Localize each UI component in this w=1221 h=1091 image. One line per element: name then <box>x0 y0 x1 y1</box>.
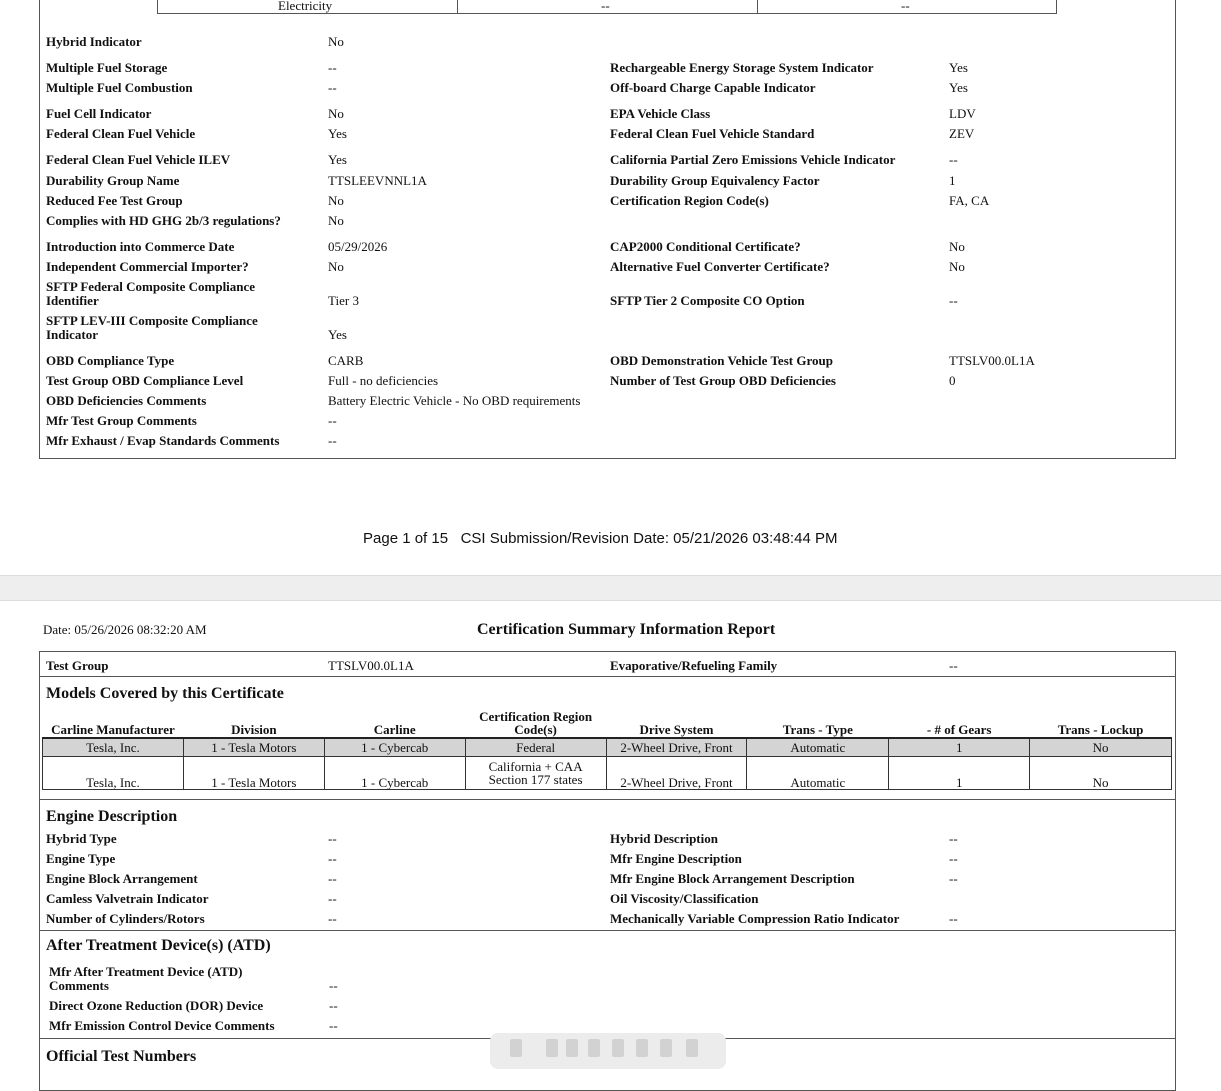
table-cell: 2-Wheel Drive, Front <box>606 738 747 756</box>
label-durability-equivalency: Durability Group Equivalency Factor <box>610 173 820 188</box>
models-section-title: Models Covered by this Certificate <box>46 685 284 702</box>
value-sftp-lev3: Yes <box>328 327 347 342</box>
fuel-table-cell-1: Electricity <box>278 0 333 13</box>
table-cell: Tesla, Inc. <box>43 738 184 756</box>
label-multiple-fuel-storage: Multiple Fuel Storage <box>46 60 168 75</box>
label-ress-indicator: Rechargeable Energy Storage System Indicator <box>610 60 874 75</box>
value-hybrid-description: -- <box>949 831 958 846</box>
label-certification-region: Certification Region Code(s) <box>610 193 769 208</box>
label-sftp-lev3-line2: Indicator <box>46 327 98 342</box>
value-engine-type: -- <box>328 851 337 866</box>
value-mfr-engine-description: -- <box>949 851 958 866</box>
table-cell: Automatic <box>747 756 889 789</box>
models-table <box>42 707 1172 790</box>
fuel-table-cell-3: -- <box>901 0 910 13</box>
value-variable-compression: -- <box>949 911 958 926</box>
value-hybrid-indicator: No <box>328 34 344 49</box>
table-cell: 1 - Tesla Motors <box>183 756 324 789</box>
label-camless-valvetrain: Camless Valvetrain Indicator <box>46 891 209 906</box>
engine-section-title: Engine Description <box>46 808 178 825</box>
blurred-watermark <box>490 1033 726 1069</box>
label-obd-demo-vehicle: OBD Demonstration Vehicle Test Group <box>610 353 833 368</box>
label-dor-device: Direct Ozone Reduction (DOR) Device <box>49 998 264 1013</box>
table-cell: Federal <box>465 738 606 756</box>
label-cap2000: CAP2000 Conditional Certificate? <box>610 239 801 254</box>
label-alt-fuel-converter: Alternative Fuel Converter Certificate? <box>610 259 830 274</box>
value-emission-control-comments: -- <box>329 1018 338 1033</box>
models-header-manufacturer: Carline Manufacturer <box>43 707 184 738</box>
value-mfr-atd-comments: -- <box>329 978 338 993</box>
value-sftp-tier2-co: -- <box>949 293 958 308</box>
value-test-group: TTSLV00.0L1A <box>328 658 414 673</box>
label-sftp-tier2-co: SFTP Tier 2 Composite CO Option <box>610 293 805 308</box>
value-mfr-engine-block: -- <box>949 871 958 886</box>
label-epa-vehicle-class: EPA Vehicle Class <box>610 106 711 121</box>
table-cell: 1 <box>889 756 1030 789</box>
table-cell: No <box>1030 738 1172 756</box>
models-header-drive: Drive System <box>606 707 747 738</box>
label-sftp-lev3: SFTP LEV-III Composite Compliance <box>46 313 258 328</box>
page-footer: Page 1 of 15 CSI Submission/Revision Date: 05/21/2026 03:48:44 PM <box>363 530 838 547</box>
value-obd-deficiencies-count: 0 <box>949 373 956 388</box>
label-cylinders: Number of Cylinders/Rotors <box>46 911 205 926</box>
value-sftp-federal: Tier 3 <box>328 293 359 308</box>
divider <box>39 930 1176 931</box>
table-cell: No <box>1030 756 1172 789</box>
table-cell: California + CAA Section 177 states <box>465 756 606 789</box>
label-mfr-atd-comments: Mfr After Treatment Device (ATD) <box>49 964 243 979</box>
value-federal-clean-fuel-vehicle: Yes <box>328 126 347 141</box>
divider <box>39 799 1176 800</box>
page-separator <box>0 575 1221 601</box>
label-hybrid-type: Hybrid Type <box>46 831 117 846</box>
value-reduced-fee-test-group: No <box>328 193 344 208</box>
page-2 <box>0 601 1221 1080</box>
table-cell: 1 - Cybercab <box>324 738 465 756</box>
label-sftp-federal: SFTP Federal Composite Compliance <box>46 279 256 294</box>
label-sftp-federal-line2: Identifier <box>46 293 99 308</box>
value-ca-partial-zev: -- <box>949 152 958 167</box>
value-federal-clean-fuel-standard: ZEV <box>949 126 975 141</box>
value-mfr-test-group-comments: -- <box>328 413 337 428</box>
label-intro-commerce-date: Introduction into Commerce Date <box>46 239 235 254</box>
value-epa-vehicle-class: LDV <box>949 106 976 121</box>
models-header-carline: Carline <box>324 707 465 738</box>
value-ress-indicator: Yes <box>949 60 968 75</box>
label-obd-deficiencies-comments: OBD Deficiencies Comments <box>46 393 207 408</box>
official-test-numbers-title: Official Test Numbers <box>46 1048 197 1065</box>
label-test-group: Test Group <box>46 658 109 673</box>
label-emission-control-comments: Mfr Emission Control Device Comments <box>49 1018 275 1033</box>
value-multiple-fuel-combustion: -- <box>328 80 337 95</box>
value-multiple-fuel-storage: -- <box>328 60 337 75</box>
report-date: Date: 05/26/2026 08:32:20 AM <box>43 622 207 637</box>
value-obd-compliance-level: Full - no deficiencies <box>328 373 439 388</box>
label-durability-group-name: Durability Group Name <box>46 173 180 188</box>
value-hybrid-type: -- <box>328 831 337 846</box>
label-hybrid-description: Hybrid Description <box>610 831 718 846</box>
table-cell: Tesla, Inc. <box>43 756 184 789</box>
value-mfr-exhaust-evap: -- <box>328 433 337 448</box>
value-certification-region: FA, CA <box>949 193 990 208</box>
models-header-gears: - # of Gears <box>889 707 1030 738</box>
label-mfr-exhaust-evap: Mfr Exhaust / Evap Standards Comments <box>46 433 280 448</box>
value-alt-fuel-converter: No <box>949 259 965 274</box>
table-cell: 1 <box>889 738 1030 756</box>
label-independent-importer: Independent Commercial Importer? <box>46 259 249 274</box>
label-multiple-fuel-combustion: Multiple Fuel Combustion <box>46 80 193 95</box>
label-variable-compression: Mechanically Variable Compression Ratio Indicator <box>610 911 900 926</box>
table-cell: 2-Wheel Drive, Front <box>606 756 747 789</box>
models-header-lockup: Trans - Lockup <box>1030 707 1172 738</box>
label-hybrid-indicator: Hybrid Indicator <box>46 34 142 49</box>
table-cell: 1 - Cybercab <box>324 756 465 789</box>
label-engine-block: Engine Block Arrangement <box>46 871 198 886</box>
label-ca-partial-zev: California Partial Zero Emissions Vehicle Indicator <box>610 152 896 167</box>
atd-section-title: After Treatment Device(s) (ATD) <box>46 937 271 954</box>
label-offboard-charge: Off-board Charge Capable Indicator <box>610 80 816 95</box>
label-evap-family: Evaporative/Refueling Family <box>610 658 778 673</box>
label-federal-clean-fuel-ilev: Federal Clean Fuel Vehicle ILEV <box>46 152 231 167</box>
label-hd-ghg: Complies with HD GHG 2b/3 regulations? <box>46 213 281 228</box>
table-row <box>43 738 1172 756</box>
value-obd-deficiencies-comments: Battery Electric Vehicle - No OBD requirements <box>328 393 581 408</box>
label-obd-compliance-level: Test Group OBD Compliance Level <box>46 373 244 388</box>
value-obd-compliance-type: CARB <box>328 353 364 368</box>
label-mfr-engine-description: Mfr Engine Description <box>610 851 742 866</box>
value-engine-block: -- <box>328 871 337 886</box>
label-fuel-cell-indicator: Fuel Cell Indicator <box>46 106 152 121</box>
label-obd-compliance-type: OBD Compliance Type <box>46 353 175 368</box>
label-mfr-test-group-comments: Mfr Test Group Comments <box>46 413 197 428</box>
vehicle-info-box <box>39 0 1176 459</box>
table-cell: 1 - Tesla Motors <box>183 738 324 756</box>
models-header-division: Division <box>183 707 324 738</box>
label-mfr-atd-comments-line2: Comments <box>49 978 109 993</box>
models-header-trans-type: Trans - Type <box>747 707 889 738</box>
table-row <box>43 756 1172 789</box>
divider <box>39 676 1176 677</box>
value-intro-commerce-date: 05/29/2026 <box>328 239 388 254</box>
label-federal-clean-fuel-standard: Federal Clean Fuel Vehicle Standard <box>610 126 815 141</box>
label-reduced-fee-test-group: Reduced Fee Test Group <box>46 193 183 208</box>
value-offboard-charge: Yes <box>949 80 968 95</box>
fuel-table-cell-2: -- <box>601 0 610 13</box>
table-cell: Automatic <box>747 738 889 756</box>
label-federal-clean-fuel-vehicle: Federal Clean Fuel Vehicle <box>46 126 196 141</box>
label-obd-deficiencies-count: Number of Test Group OBD Deficiencies <box>610 373 836 388</box>
value-evap-family: -- <box>949 658 958 673</box>
label-oil-viscosity: Oil Viscosity/Classification <box>610 891 759 906</box>
report-title: Certification Summary Information Report <box>477 621 776 638</box>
value-hd-ghg: No <box>328 213 344 228</box>
value-obd-demo-vehicle: TTSLV00.0L1A <box>949 353 1035 368</box>
value-durability-equivalency: 1 <box>949 173 956 188</box>
value-cylinders: -- <box>328 911 337 926</box>
value-dor-device: -- <box>329 998 338 1013</box>
value-durability-group-name: TTSLEEVNNL1A <box>328 173 427 188</box>
label-mfr-engine-block: Mfr Engine Block Arrangement Description <box>610 871 855 886</box>
label-engine-type: Engine Type <box>46 851 116 866</box>
models-header-region: Certification Region Code(s) <box>465 707 606 738</box>
value-fuel-cell-indicator: No <box>328 106 344 121</box>
value-camless-valvetrain: -- <box>328 891 337 906</box>
value-cap2000: No <box>949 239 965 254</box>
value-federal-clean-fuel-ilev: Yes <box>328 152 347 167</box>
value-independent-importer: No <box>328 259 344 274</box>
